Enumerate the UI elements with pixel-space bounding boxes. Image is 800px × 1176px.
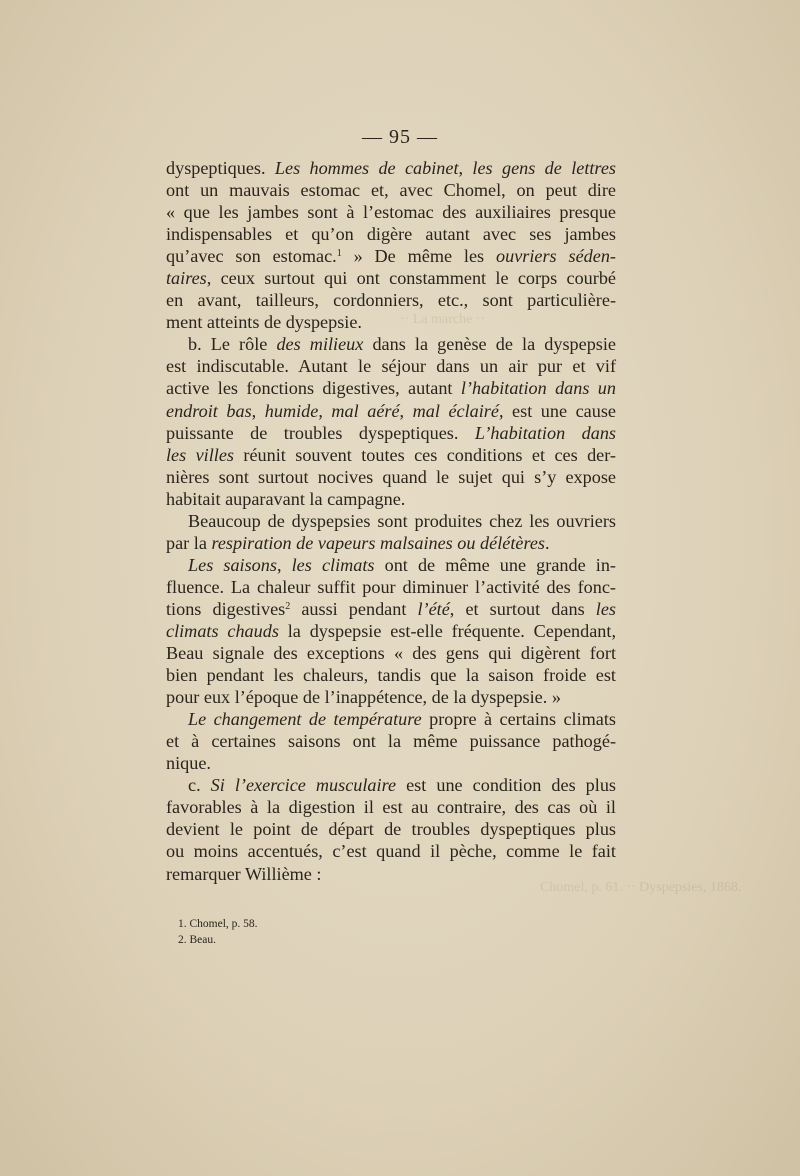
text-line (166, 664, 616, 686)
italic-run: les (595, 598, 616, 619)
text-line (166, 774, 616, 796)
text-line (166, 840, 616, 862)
text-line (166, 333, 616, 355)
italic-run: l’été (417, 598, 450, 619)
page-number: — 95 — (362, 126, 438, 148)
text-run: « que les jambes sont à l’estomac des auxiliaires presque (166, 202, 616, 223)
text-line (166, 730, 616, 752)
text-line (166, 223, 616, 245)
text-line (166, 863, 616, 885)
text-run: dans la genèse de la dyspepsie (363, 334, 616, 355)
footnote-ref: 2 (285, 600, 291, 612)
text-run: nique. (166, 753, 211, 774)
text-run: propre à certains climats (421, 709, 616, 730)
italic-run: mal éclairé (412, 400, 499, 421)
italic-run: les climats (291, 554, 375, 575)
text-line (166, 377, 616, 399)
text-run: réunit souvent toutes ces conditions et ces der- (234, 444, 616, 465)
text-run: favorables à la digestion il est au contraire, des cas où il (166, 797, 616, 818)
text-line (166, 201, 616, 223)
text-line (166, 686, 616, 708)
text-line (166, 510, 616, 532)
text-run: . (545, 532, 550, 553)
italic-run: des milieux (276, 334, 364, 355)
text-run: » De même les (341, 246, 497, 267)
text-line (166, 267, 616, 289)
italic-run: climats chauds (166, 620, 279, 641)
text-run: dyspeptiques. (166, 158, 275, 178)
text-run: est indiscutable. Autant le séjour dans un air pur et vif (166, 356, 616, 377)
text-run: , (318, 400, 332, 421)
text-run: qu’avec son estomac. (166, 246, 337, 267)
text-line (166, 400, 616, 422)
text-run: ou moins accentués, c’est quand il pèche, comme le fait (166, 841, 616, 862)
text-line (166, 708, 616, 730)
italic-run: mal aéré (331, 400, 400, 421)
text-run: b. Le rôle (188, 334, 277, 355)
text-run: devient le point de départ de troubles dyspeptiques plus (166, 819, 616, 840)
italic-run: Les saisons (188, 554, 277, 575)
text-line (166, 157, 616, 179)
text-run: bien pendant les chaleurs, tandis que la saison froide est (166, 665, 616, 686)
italic-run: Si l’exercice musculaire (210, 775, 397, 796)
italic-run: humide (264, 400, 319, 421)
italic-run: ouvriers séden- (496, 246, 616, 267)
text-run: par la (166, 532, 212, 553)
italic-run: les gens de lettres (472, 158, 616, 178)
italic-run: respiration de vapeurs malsaines ou délétères (211, 532, 546, 553)
text-run: active les fonctions digestives, autant (166, 378, 461, 399)
text-line (166, 422, 616, 444)
text-line (166, 818, 616, 840)
text-run: Beaucoup de dyspepsies sont produites chez les ouvriers (188, 510, 616, 531)
text-line (166, 311, 616, 333)
text-line (166, 796, 616, 818)
text-run: , (458, 158, 473, 178)
text-run: en avant, tailleurs, cordonniers, etc., sont particulière- (166, 290, 616, 311)
text-run: , (276, 554, 292, 575)
text-run: pour eux l’époque de l’inappétence, de la dyspepsie. » (166, 687, 561, 708)
text-run: , est une cause (498, 400, 616, 421)
text-line (166, 245, 616, 267)
italic-run: les villes (166, 444, 234, 465)
text-run: ont un mauvais estomac et, avec Chomel, on peut dire (166, 180, 616, 201)
text-run: fluence. La chaleur suffit pour diminuer l’activité des fonc- (166, 576, 616, 597)
text-line (166, 179, 616, 201)
text-run: ment atteints de dyspepsie. (166, 312, 362, 333)
italic-run: endroit bas (166, 400, 252, 421)
text-run: , (399, 400, 413, 421)
text-line (166, 355, 616, 377)
text-line (166, 289, 616, 311)
text-line (166, 620, 616, 642)
text-run: aussi pendant (290, 598, 418, 619)
footnote: 1. Chomel, p. 58. (178, 918, 258, 930)
text-line (166, 532, 616, 554)
text-line (166, 576, 616, 598)
text-run: nières sont surtout nocives quand le sujet qui s’y expose (166, 466, 616, 487)
body-text (166, 157, 616, 885)
text-line (166, 598, 616, 620)
italic-run: l’habitation dans un (460, 378, 616, 399)
text-line (166, 466, 616, 488)
text-run: , et surtout dans (449, 598, 596, 619)
footnotes (178, 916, 478, 948)
italic-run: Le changement de température (188, 709, 422, 730)
text-run: la dyspepsie est-elle fréquente. Cependant, (278, 620, 616, 641)
text-run: c. (188, 775, 211, 796)
text-run: remarquer Willième : (166, 863, 322, 884)
text-run: ont de même une grande in- (374, 554, 616, 575)
text-run: indispensables et qu’on digère autant avec ses jambes (166, 224, 616, 245)
text-run: puissante de troubles dyspeptiques. (166, 422, 475, 443)
footnote: 2. Beau. (178, 934, 217, 946)
footnote-ref: 1 (336, 248, 342, 260)
text-run: , ceux surtout qui ont constamment le corps courbé (206, 268, 616, 289)
text-line (166, 642, 616, 664)
italic-run: L’habitation dans (474, 422, 616, 443)
text-run: , (251, 400, 265, 421)
show-through-text: Chomel, p. 61. ·· Dyspepsies, 1868. (540, 880, 742, 895)
text-line (166, 488, 616, 510)
text-run: Beau signale des exceptions « des gens qui digèrent fort (166, 643, 616, 664)
text-line (166, 444, 616, 466)
italic-run: taires (166, 268, 207, 289)
text-run: tions digestives (166, 598, 286, 619)
text-line (166, 554, 616, 576)
text-run: et à certaines saisons ont la même puissance pathogé- (166, 731, 616, 752)
text-run: est une condition des plus (396, 775, 617, 796)
show-through-text: ·· La marche ·· (400, 312, 486, 327)
text-run: habitait auparavant la campagne. (166, 488, 406, 509)
text-line (166, 752, 616, 774)
italic-run: Les hommes de cabinet (274, 158, 459, 178)
